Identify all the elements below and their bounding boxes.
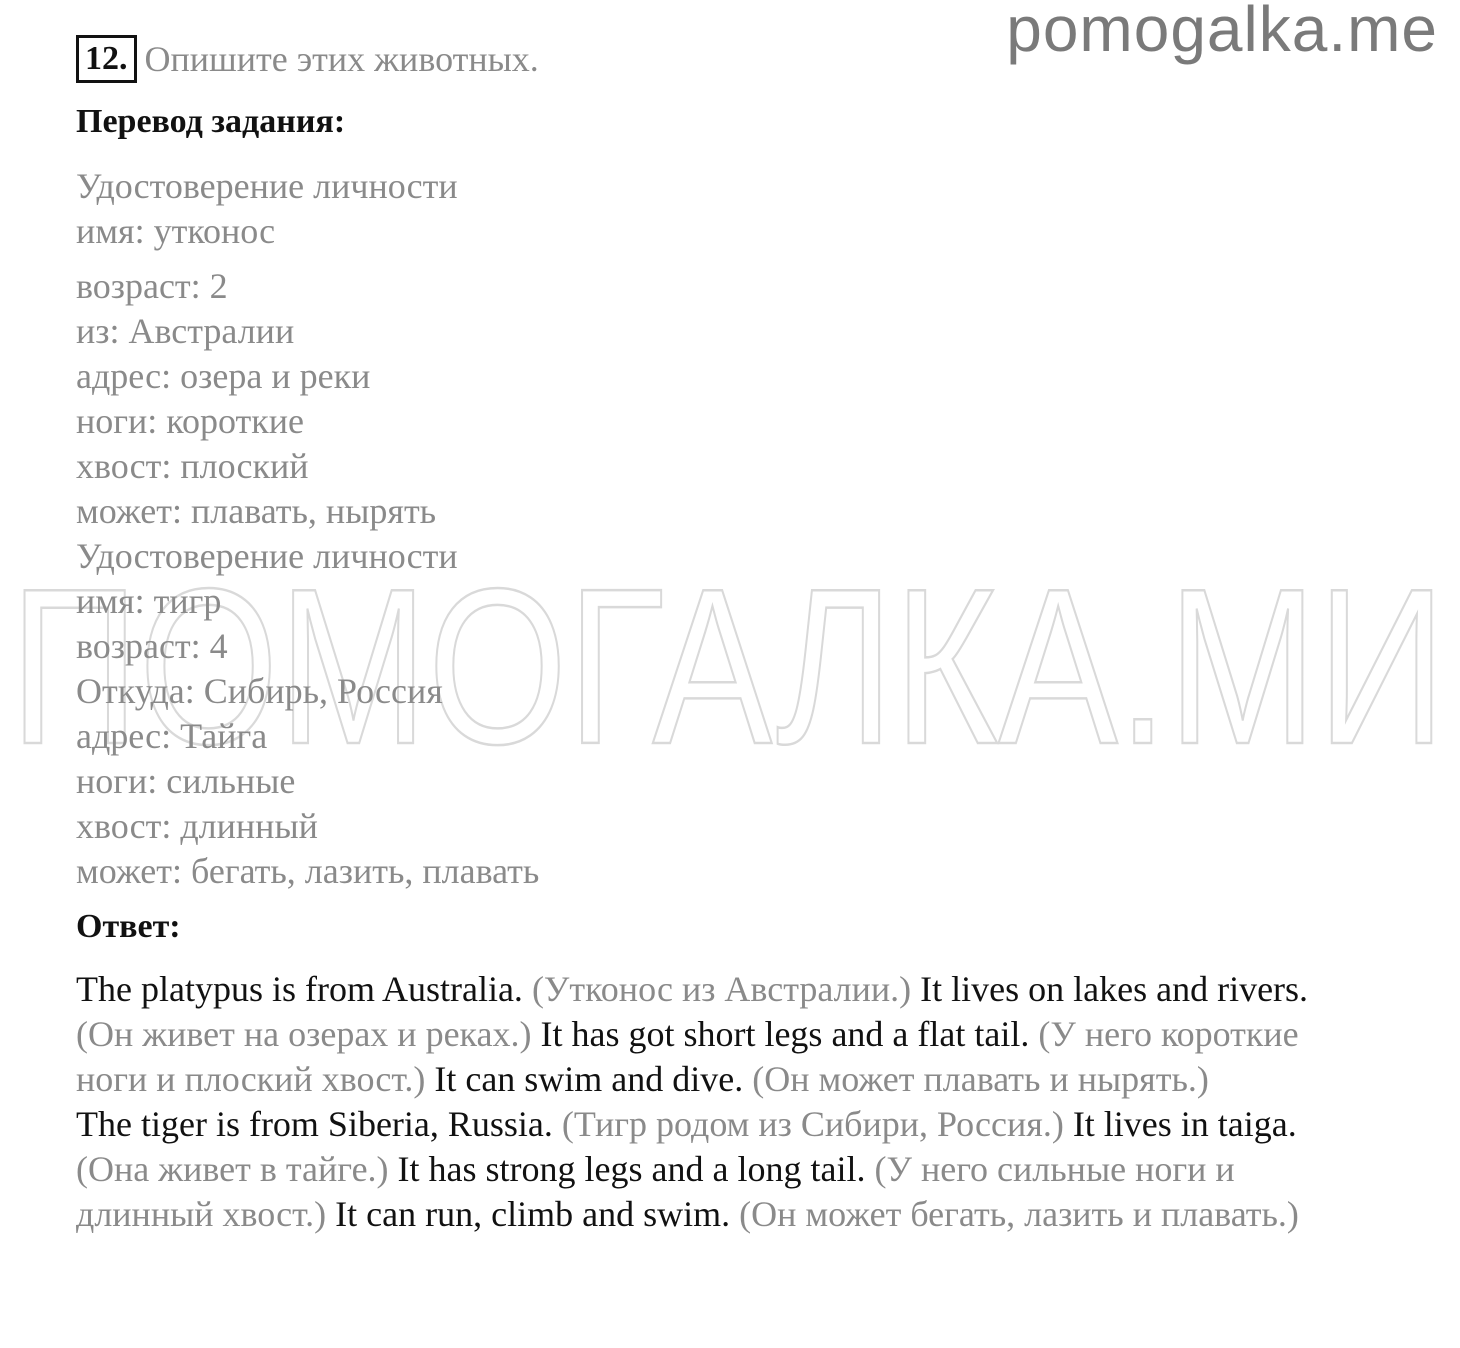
translation-line: ноги: короткие	[76, 401, 304, 441]
answer-sentence-ru: (Он может бегать, лазить и плавать.)	[739, 1194, 1299, 1234]
answer-sentence-ru: (Тигр родом из Сибири, Россия.)	[561, 1104, 1064, 1144]
answer-sentence-ru: (Она живет в тайге.)	[76, 1149, 389, 1189]
translation-line: может: бегать, лазить, плавать	[76, 851, 540, 891]
answer-sentence-en: The platypus is from Australia.	[76, 969, 523, 1009]
translation-line: адрес: Тайга	[76, 716, 268, 756]
translation-line: Удостоверение личности	[76, 166, 458, 206]
answer-sentence-ru: (Он живет на озерах и реках.)	[76, 1014, 532, 1054]
translation-line: возраст: 4	[76, 626, 228, 666]
translation-line: имя: утконос	[76, 211, 276, 251]
translation-line: адрес: озера и реки	[76, 356, 371, 396]
translation-line: хвост: длинный	[76, 806, 318, 846]
translation-line: может: плавать, нырять	[76, 491, 437, 531]
answer-sentence-en: The tiger is from Siberia, Russia.	[76, 1104, 553, 1144]
translation-line: ноги: сильные	[76, 761, 296, 801]
answer-paragraph-tiger	[76, 1102, 1326, 1237]
translation-line: Удостоверение личности	[76, 536, 458, 576]
translation-list	[76, 164, 539, 894]
answer-sentence-ru: (У него сильные ноги и длинный хвост.)	[76, 1149, 1235, 1234]
translation-line: имя: тигр	[76, 581, 222, 621]
site-logo-text: pomogalka.me	[1006, 0, 1438, 65]
answer-sentence-en: It has strong legs and a long tail.	[397, 1149, 866, 1189]
answer-sentence-en: It lives on lakes and rivers.	[920, 969, 1309, 1009]
translation-heading: Перевод задания:	[76, 103, 346, 140]
task-number: 12.	[76, 35, 137, 83]
answer-paragraph-platypus	[76, 967, 1326, 1102]
answer-heading: Ответ:	[76, 908, 181, 945]
watermark-text: ПОМОГАЛКА.МИ	[10, 575, 1446, 765]
answer-text	[76, 967, 1326, 1237]
answer-sentence-ru: (Он может плавать и нырять.)	[752, 1059, 1209, 1099]
task-header	[76, 34, 539, 84]
translation-line: Откуда: Сибирь, Россия	[76, 671, 443, 711]
translation-line: возраст: 2	[76, 266, 228, 306]
answer-sentence-en: It can swim and dive.	[434, 1059, 744, 1099]
translation-line: из: Австралии	[76, 311, 295, 351]
answer-sentence-en: It has got short legs and a flat tail.	[540, 1014, 1030, 1054]
translation-line: хвост: плоский	[76, 446, 309, 486]
answer-sentence-en: It can run, climb and swim.	[335, 1194, 731, 1234]
answer-sentence-ru: (У него короткие ноги и плоский хвост.)	[76, 1014, 1299, 1099]
answer-sentence-ru: (Утконос из Австралии.)	[531, 969, 912, 1009]
answer-sentence-en: It lives in taiga.	[1072, 1104, 1297, 1144]
task-text: Опишите этих животных.	[144, 39, 539, 79]
